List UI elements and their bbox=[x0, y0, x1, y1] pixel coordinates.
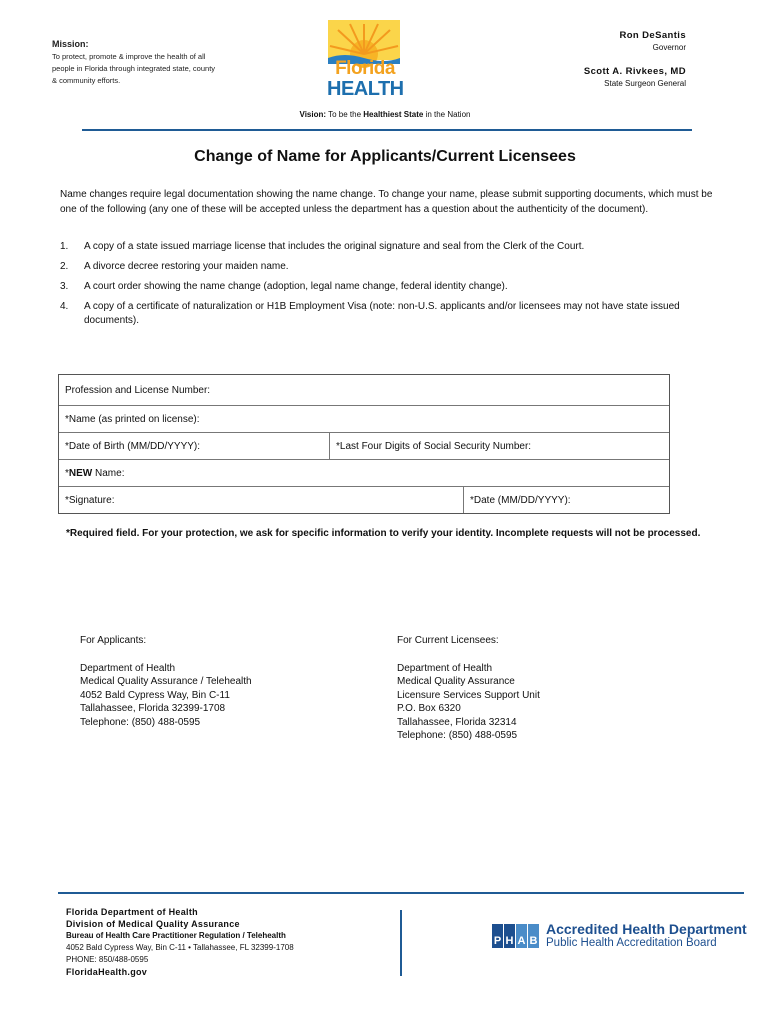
profession-license-field[interactable]: Profession and License Number: bbox=[65, 384, 211, 396]
logo-florida-text: Florida bbox=[335, 58, 395, 79]
form-row bbox=[59, 486, 669, 513]
address-line: Department of Health bbox=[80, 662, 176, 674]
intro-paragraph: Name changes require legal documentation showing the name change. To change your name, please submit supporting documents, which must be one of the following (any one of these will be accepted unless the department has a question about the authenticity of the document). bbox=[60, 189, 713, 215]
list-text: A divorce decree restoring your maiden name. bbox=[84, 261, 289, 272]
mission-text: To protect, promote & improve the health of all people in Florida through integrated state, county & community efforts. bbox=[52, 52, 216, 85]
new-name-prefix: * bbox=[65, 467, 69, 479]
vision-bold: Healthiest State bbox=[363, 110, 424, 119]
address-line: Medical Quality Assurance bbox=[397, 676, 515, 687]
mission-block bbox=[52, 38, 222, 87]
phab-letter: P bbox=[492, 924, 503, 948]
footer-dept: Florida Department of Health bbox=[66, 907, 198, 917]
footer-bureau: Bureau of Health Care Practitioner Regulation / Telehealth bbox=[66, 931, 286, 940]
name-field[interactable]: *Name (as printed on license): bbox=[65, 413, 200, 425]
list-number: 3. bbox=[60, 281, 69, 292]
list-text: A copy of a certificate of naturalization or H1B Employment Visa (note: non-U.S. applicants and/or licensees may not have state issued documents). bbox=[84, 301, 680, 326]
address-line: Telephone: (850) 488-0595 bbox=[397, 730, 518, 741]
list-item bbox=[60, 300, 720, 328]
licensees-address bbox=[397, 634, 657, 743]
required-field-note: *Required field. For your protection, we ask for specific information to verify your identity. Incomplete requests will not be processed. bbox=[66, 528, 701, 539]
mission-title: Mission: bbox=[52, 39, 89, 49]
document-list bbox=[60, 240, 720, 334]
address-line: 4052 Bald Cypress Way, Bin C-11 bbox=[80, 689, 230, 701]
address-line: P.O. Box 6320 bbox=[397, 703, 461, 714]
surgeon-general-title: State Surgeon General bbox=[604, 79, 686, 88]
signature-field[interactable]: *Signature: bbox=[65, 494, 115, 506]
list-item bbox=[60, 240, 720, 254]
phab-letter: B bbox=[528, 924, 539, 948]
form-row bbox=[59, 459, 669, 486]
signature-date-field[interactable]: *Date (MM/DD/YYYY): bbox=[463, 487, 669, 513]
footer-division: Division of Medical Quality Assurance bbox=[66, 919, 240, 929]
footer-divider bbox=[58, 892, 744, 894]
list-item bbox=[60, 260, 720, 274]
form-row bbox=[59, 375, 669, 405]
address-line: Licensure Services Support Unit bbox=[397, 689, 540, 701]
list-number: 4. bbox=[60, 301, 69, 312]
phab-logo bbox=[492, 922, 747, 950]
vision-statement bbox=[0, 110, 770, 119]
list-item bbox=[60, 280, 720, 294]
phab-mark bbox=[492, 924, 540, 948]
ssn-last-four-field[interactable]: *Last Four Digits of Social Security Number: bbox=[329, 433, 669, 459]
form-row bbox=[59, 432, 669, 459]
new-name-field[interactable] bbox=[59, 460, 669, 486]
page-title: Change of Name for Applicants/Current Licensees bbox=[194, 148, 576, 165]
header-divider bbox=[82, 129, 692, 131]
governor-title: Governor bbox=[652, 43, 686, 52]
logo-health-text: HEALTH bbox=[327, 78, 404, 100]
officials-block bbox=[584, 30, 686, 90]
phab-title: Accredited Health Department bbox=[546, 921, 747, 937]
footer-website-link[interactable]: FloridaHealth.gov bbox=[66, 967, 148, 977]
list-number: 1. bbox=[60, 241, 69, 252]
address-line: Medical Quality Assurance / Telehealth bbox=[80, 676, 252, 687]
address-line: Telephone: (850) 488-0595 bbox=[80, 716, 201, 728]
licensees-label: For Current Licensees: bbox=[397, 635, 499, 646]
vision-pre: To be the bbox=[328, 110, 362, 119]
date-of-birth-field[interactable]: *Date of Birth (MM/DD/YYYY): bbox=[65, 440, 201, 452]
footer-phone: PHONE: 850/488-0595 bbox=[66, 955, 149, 964]
vision-label: Vision: bbox=[299, 110, 327, 119]
applicants-label: For Applicants: bbox=[80, 635, 147, 646]
list-text: A court order showing the name change (adoption, legal name change, federal identity change). bbox=[84, 281, 508, 292]
address-line: Department of Health bbox=[397, 662, 493, 674]
new-name-bold: NEW bbox=[68, 467, 93, 479]
applicants-address bbox=[80, 634, 340, 729]
phab-letter: A bbox=[516, 924, 527, 948]
footer-address: 4052 Bald Cypress Way, Bin C-11 • Tallahassee, FL 32399-1708 bbox=[66, 943, 294, 952]
name-change-form bbox=[58, 374, 670, 514]
footer-vertical-divider bbox=[400, 910, 402, 976]
new-name-suffix: Name: bbox=[92, 467, 125, 479]
form-row bbox=[59, 405, 669, 432]
phab-subtitle: Public Health Accreditation Board bbox=[546, 937, 717, 949]
list-number: 2. bbox=[60, 261, 69, 272]
vision-post: in the Nation bbox=[425, 110, 471, 119]
governor-name: Ron DeSantis bbox=[619, 30, 686, 41]
surgeon-general-name: Scott A. Rivkees, MD bbox=[583, 66, 686, 77]
footer-contact bbox=[66, 906, 366, 978]
phab-letter: H bbox=[504, 924, 515, 948]
address-line: Tallahassee, Florida 32314 bbox=[397, 716, 517, 728]
list-text: A copy of a state issued marriage license that includes the original signature and seal from the Clerk of the Court. bbox=[84, 241, 585, 252]
phab-text bbox=[546, 922, 747, 950]
address-line: Tallahassee, Florida 32399-1708 bbox=[80, 703, 226, 714]
